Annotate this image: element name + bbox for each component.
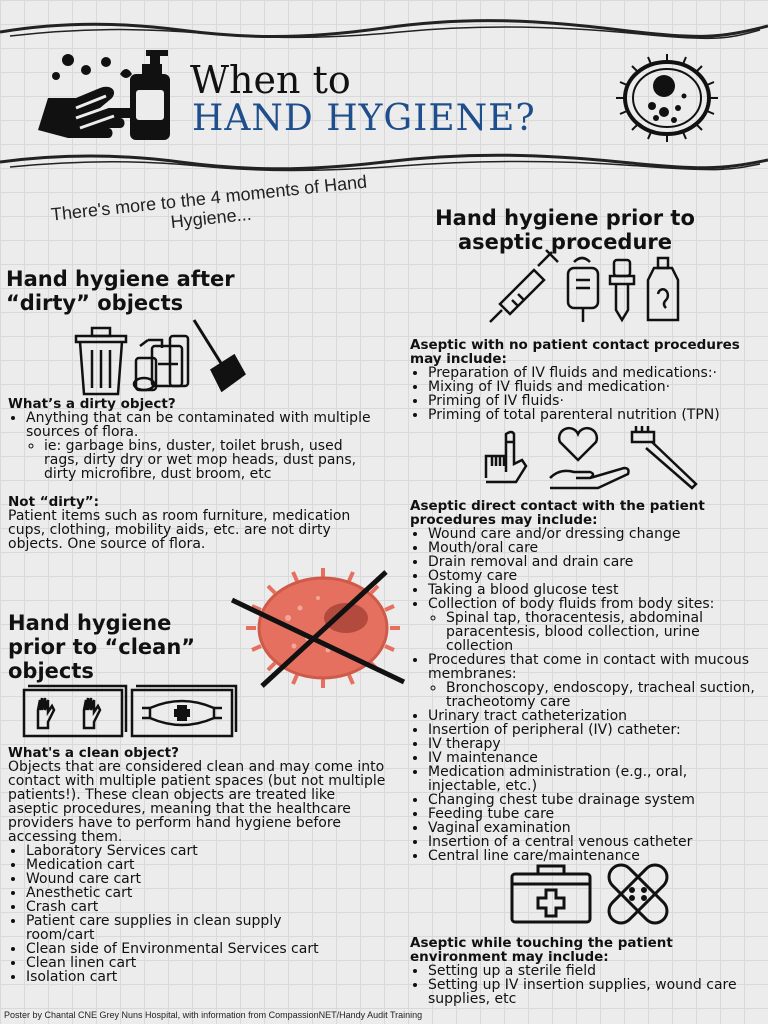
direct-contact-item: • Procedures that come in contact with mucous membranes: — [428, 653, 766, 681]
direct-contact-item: • Changing chest tube drainage system — [428, 793, 766, 807]
no-contact-item: • Preparation of IV fluids and medications:· — [428, 366, 766, 380]
dirty-heading-line-2: “dirty” objects — [6, 291, 184, 315]
dirty-objects-icons — [74, 318, 244, 398]
bandage-icon — [604, 860, 672, 928]
direct-contact-item: • IV therapy — [428, 737, 766, 751]
no-contact-title: Aseptic with no patient contact procedures may include: — [410, 337, 740, 367]
direct-contact-item: • Ostomy care — [428, 569, 766, 583]
tagline: There's more to the 4 moments of Hand Hygiene... — [49, 171, 368, 233]
heart-in-hand-icon — [550, 428, 629, 488]
clean-heading-line-1: Hand hygiene — [8, 611, 172, 635]
clean-items-list — [8, 844, 388, 984]
germ-icon — [612, 52, 722, 144]
direct-contact-list — [410, 527, 766, 863]
direct-contact-item: • IV maintenance — [428, 751, 766, 765]
clean-objects-icons — [22, 684, 238, 740]
direct-contact-item: • Collection of body fluids from body sites: — [428, 597, 766, 611]
clean-heading — [8, 611, 228, 683]
aseptic-heading — [400, 206, 730, 254]
dirty-sub-bullet: ◦ ie: garbage bins, duster, toilet brush, used rags, dirty dry or wet mop heads, dust pans, dirty microfibre, dust broom, etc — [44, 439, 378, 481]
dropper-icon — [610, 260, 634, 320]
title-line-2: HAND HYGIENE? — [192, 98, 536, 139]
clean-item: • Clean linen cart — [26, 956, 388, 970]
clean-item: • Medication cart — [26, 858, 388, 872]
crossed-germ-icon — [228, 568, 418, 688]
first-aid-mask-box-icon — [132, 686, 236, 736]
environment-section — [410, 936, 766, 1006]
top-wave-divider — [0, 18, 768, 42]
no-contact-item: • Priming of IV fluids· — [428, 394, 766, 408]
direct-contact-item: • Taking a blood glucose test — [428, 583, 766, 597]
no-contact-item: • Mixing of IV fluids and medication· — [428, 380, 766, 394]
no-contact-list — [410, 366, 766, 422]
gloves-box-icon — [24, 686, 126, 736]
aseptic-heading-line-2: aseptic procedure — [457, 230, 673, 254]
direct-contact-item: • Insertion of a central venous catheter — [428, 835, 766, 849]
direct-contact-item: • Medication administration (e.g., oral, injectable, etc.) — [428, 765, 728, 793]
direct-contact-item: • Insertion of peripheral (IV) catheter: — [428, 723, 766, 737]
clean-heading-line-2: prior to “clean” — [8, 635, 196, 659]
clean-item: • Clean side of Environmental Services cart — [26, 942, 388, 956]
dirty-question: What’s a dirty object? — [8, 396, 176, 412]
environment-title: Aseptic while touching the patient environment may include: — [410, 935, 673, 965]
handwashing-icon — [46, 46, 176, 150]
clean-heading-line-3: objects — [8, 659, 94, 683]
broom-icon — [194, 320, 244, 390]
clean-question: What's a clean object? — [8, 745, 179, 761]
clean-body — [8, 746, 388, 984]
bottom-wave-divider — [0, 150, 768, 174]
toothbrush-icon — [632, 426, 696, 488]
first-aid-kit-icon — [512, 866, 590, 922]
clean-item: • Isolation cart — [26, 970, 388, 984]
patient-care-icons — [482, 428, 702, 490]
clean-description: Objects that are considered clean and may come into contact with multiple patient spaces (but not multiple patients!). These clean objects are treated like aseptic procedures, meaning that the healthcare providers have to perform hand hygiene before accessing them. — [8, 759, 386, 845]
direct-contact-item: • Feeding tube care — [428, 807, 766, 821]
direct-contact-item: • Urinary tract catheterization — [428, 709, 766, 723]
medicine-bottle-icon — [648, 258, 678, 320]
clean-item: • Wound care cart — [26, 872, 388, 886]
dirty-bullet: • Anything that can be contaminated with multiple sources of flora. — [26, 411, 378, 439]
medical-supplies-icons — [488, 256, 688, 326]
syringe-icon — [490, 250, 558, 322]
direct-contact-item: • Vaginal examination — [428, 821, 766, 835]
first-aid-icons — [510, 864, 674, 924]
direct-contact-item: • Central line care/maintenance — [428, 849, 766, 863]
dirty-heading-line-1: Hand hygiene after — [6, 267, 235, 291]
not-dirty-text: Patient items such as room furniture, medication cups, clothing, mobility aids, etc. are not dirty objects. One source of flora. — [8, 508, 351, 552]
direct-contact-item: • Mouth/oral care — [428, 541, 766, 555]
clean-item: • Anesthetic cart — [26, 886, 388, 900]
not-dirty-title: Not “dirty”: — [8, 494, 100, 510]
no-contact-section — [410, 338, 766, 422]
environment-item: • Setting up IV insertion supplies, wound care supplies, etc — [428, 978, 766, 1006]
dirty-body — [8, 397, 378, 551]
clean-item: • Crash cart — [26, 900, 388, 914]
finger-prick-icon — [486, 432, 526, 482]
dirty-bullets — [8, 411, 378, 481]
clean-item: • Laboratory Services cart — [26, 844, 388, 858]
clean-item: • Patient care supplies in clean supply room/cart — [26, 914, 326, 942]
direct-contact-item: • Drain removal and drain care — [428, 555, 766, 569]
direct-contact-sub-item: ◦ Spinal tap, thoracentesis, abdominal paracentesis, blood collection, urine collection — [446, 611, 766, 653]
direct-contact-section — [410, 499, 766, 863]
direct-contact-sub-item: ◦ Bronchoscopy, endoscopy, tracheal suction, tracheotomy care — [446, 681, 766, 709]
trash-can-icon — [76, 328, 126, 394]
iv-bag-icon — [568, 258, 598, 322]
direct-contact-title: Aseptic direct contact with the patient procedures may include: — [410, 498, 705, 528]
environment-item: • Setting up a sterile field — [428, 964, 766, 978]
direct-contact-item: • Wound care and/or dressing change — [428, 527, 766, 541]
footer-credit: Poster by Chantal CNE Grey Nuns Hospital, with information from CompassionNET/Handy Audit Training — [4, 1010, 423, 1020]
no-contact-item: • Priming of total parenteral nutrition (TPN) — [428, 408, 766, 422]
dirty-heading — [6, 267, 306, 315]
environment-list — [410, 964, 766, 1006]
aseptic-heading-line-1: Hand hygiene prior to — [435, 206, 695, 230]
title-line-1: When to — [190, 58, 351, 102]
cleaning-supplies-icon — [134, 336, 188, 390]
